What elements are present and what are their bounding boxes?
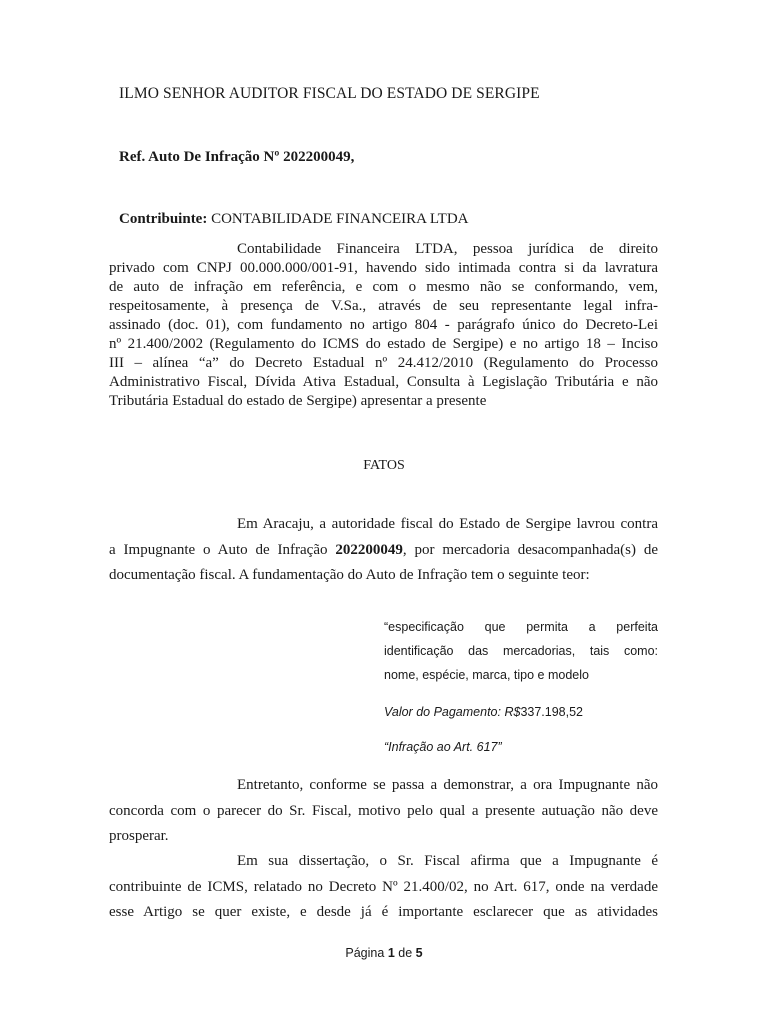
text-line: nº 21.400/2002 (Regulamento do ICMS do estado de Sergipe) e no artigo 18 – Inciso [109, 336, 658, 352]
text-line: privado com CNPJ 00.000.000/001-91, havendo sido intimada contra si da lavratura [109, 260, 658, 276]
text-line: Administrativo Fiscal, Dívida Ativa Estadual, Consulta à Legislação Tributária e não [109, 374, 658, 390]
page-label: Página [345, 946, 385, 960]
text-line: Contabilidade Financeira LTDA, pessoa jurídica de direito [237, 241, 658, 257]
contributor-line [119, 211, 469, 228]
text-line: III – alínea “a” do Decreto Estadual nº 24.412/2010 (Regulamento do Processo [109, 355, 658, 371]
paragraph-dissertation [109, 849, 658, 926]
paragraph-contest [109, 773, 658, 850]
page-footer [0, 946, 768, 960]
page-total: 5 [415, 946, 423, 960]
section-title-fatos: FATOS [363, 458, 405, 473]
text-line: prosperar. [109, 828, 169, 845]
contributor-name: CONTABILIDADE FINANCEIRA LTDA [211, 211, 469, 227]
text-line: concorda com o parecer do Sr. Fiscal, motivo pelo qual a presente autuação não deve [109, 802, 658, 819]
payment-value-line [384, 705, 583, 719]
payment-value: 337.198,52 [520, 705, 583, 719]
page-current: 1 [387, 946, 395, 960]
facts-text-pre: a Impugnante o Auto de Infração [109, 541, 336, 558]
reference-line: Ref. Auto De Infração Nº 202200049, [119, 149, 355, 165]
infraction-article: “Infração ao Art. 617” [384, 740, 502, 754]
text-line: assinado (doc. 01), com fundamento no artigo 804 - parágrafo único do Decreto-Lei [109, 317, 658, 333]
page-title: ILMO SENHOR AUDITOR FISCAL DO ESTADO DE SERGIPE [119, 85, 540, 102]
payment-label: Valor do Pagamento: R$ [384, 705, 521, 719]
quote-line: identificação das mercadorias, tais como: [384, 644, 658, 658]
text-line: Tributária Estadual do estado de Sergipe) apresentar a presente [109, 393, 487, 409]
text-line: esse Artigo se quer existe, e desde já é importante esclarecer que as atividades [109, 904, 658, 921]
text-line: de auto de infração em referência, e com o mesmo não se conformando, vem, [109, 279, 658, 295]
text-line: Em Aracaju, a autoridade fiscal do Estado de Sergipe lavrou contra [237, 516, 658, 532]
text-line: Entretanto, conforme se passa a demonstrar, a ora Impugnante não [237, 777, 658, 793]
text-line: contribuinte de ICMS, relatado no Decreto Nº 21.400/02, no Art. 617, onde na verdade [109, 878, 658, 895]
text-line [109, 538, 658, 564]
quote-line: “especificação que permita a perfeita [384, 620, 658, 634]
contributor-label: Contribuinte: [119, 211, 208, 227]
quote-block [384, 615, 658, 687]
facts-paragraph [109, 512, 658, 589]
intro-paragraph [109, 240, 658, 411]
quote-line: nome, espécie, marca, tipo e modelo [384, 668, 589, 682]
page-separator: de [398, 946, 413, 960]
infraction-number: 202200049 [335, 541, 403, 558]
text-line: Em sua dissertação, o Sr. Fiscal afirma que a Impugnante é [237, 853, 658, 869]
text-line: respeitosamente, à presença de V.Sa., através de seu representante legal infra- [109, 298, 658, 314]
text-line: documentação fiscal. A fundamentação do Auto de Infração tem o seguinte teor: [109, 567, 590, 584]
facts-text-post: , por mercadoria desacompanhada(s) de [402, 541, 658, 558]
